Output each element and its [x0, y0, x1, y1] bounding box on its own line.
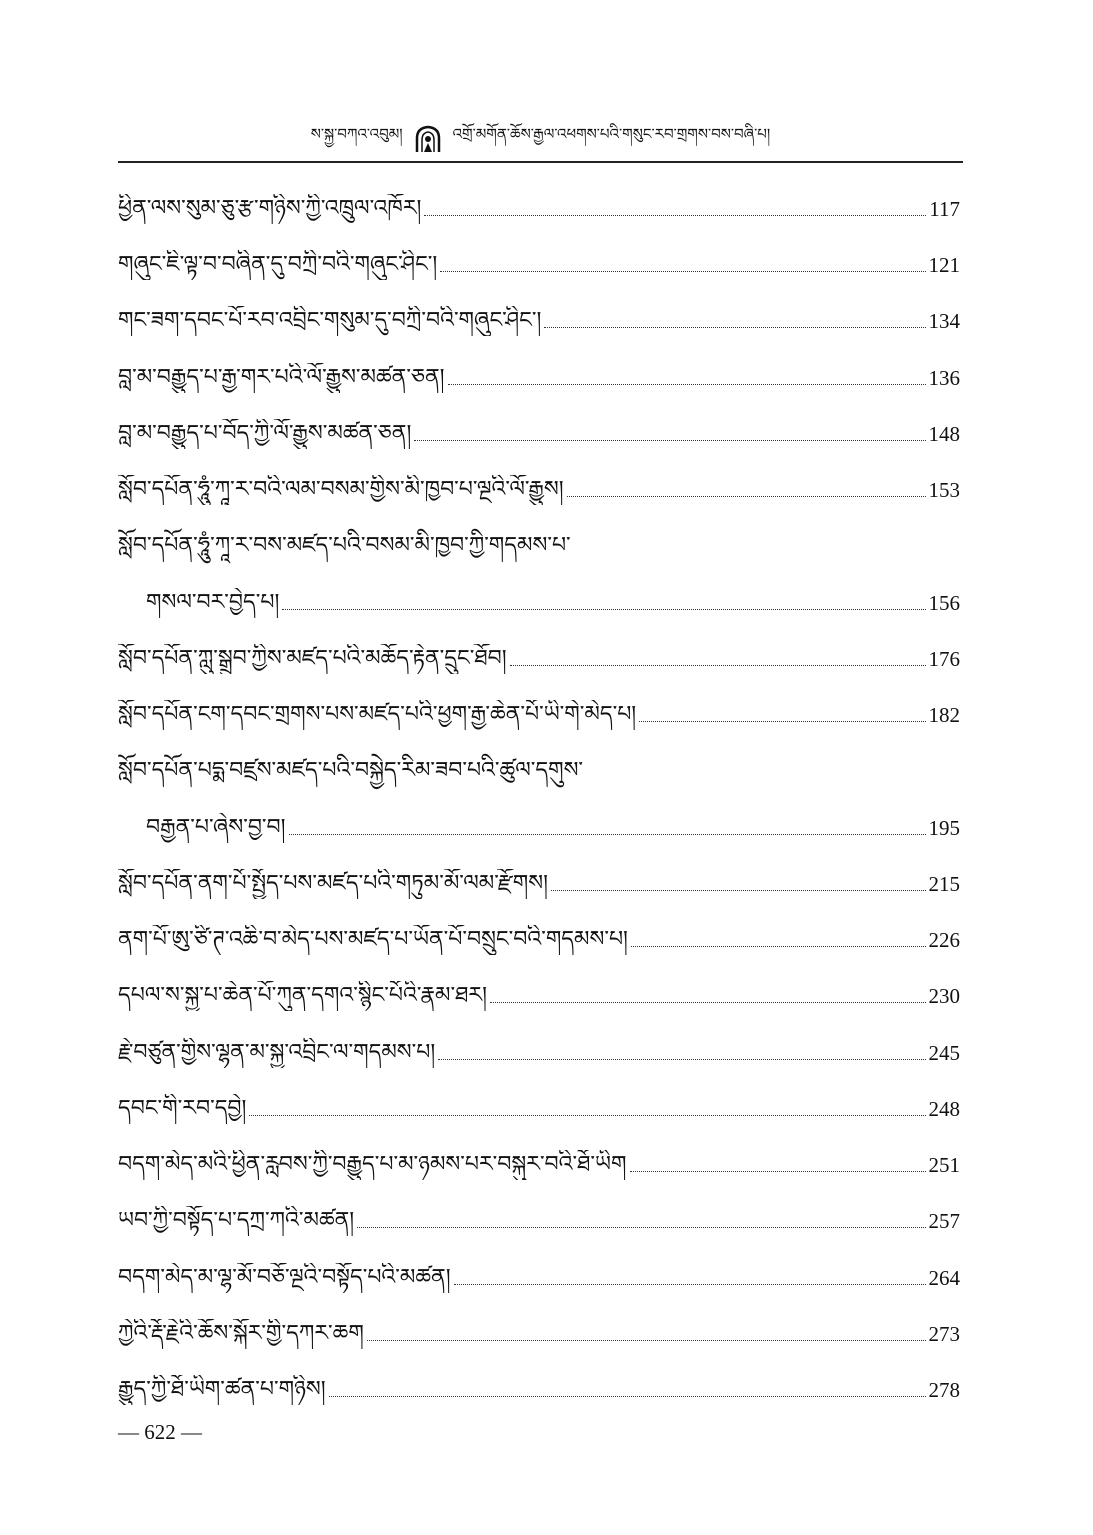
toc-entry-title: བླ་མ་བརྒྱུད་པ་རྒྱ་གར་པའི་ལོ་རྒྱུས་མཚན་ཅན།: [118, 365, 445, 390]
header-collection-title: ས་སྐྱ་བཀའ་འབུམ།: [310, 125, 403, 143]
toc-entry-title: བདག་མེད་མའི་ཕྱིན་རླབས་ཀྱི་བརྒྱུད་པ་མ་ཉམས་པར་བསྐུར་བའི་ཐོ་ཡིག: [118, 1152, 627, 1177]
dot-leader: [639, 721, 925, 722]
header-rule: [118, 161, 963, 163]
toc-entry-page: 156: [928, 591, 960, 615]
toc-entry-page: 176: [928, 647, 960, 671]
toc-entry[interactable]: [118, 176, 960, 224]
dot-leader: [357, 1227, 925, 1228]
dot-leader: [414, 440, 925, 441]
toc-entry-page: 148: [928, 422, 960, 446]
stupa-emblem-icon: [413, 124, 443, 154]
toc-entry-title: སློབ་དཔོན་ཧཱུཾ་ཀཱ་ར་བའི་ལམ་བསམ་གྱིས་མི་ཁྱབ་པ་ལྔའི་ལོ་རྒྱུས།: [118, 477, 564, 502]
toc-entry-first-line[interactable]: [118, 513, 960, 561]
dot-leader: [289, 834, 926, 835]
toc-entry[interactable]: [118, 1301, 960, 1349]
dot-leader: [551, 890, 926, 891]
dot-leader: [440, 271, 925, 272]
toc-entry-page: 226: [928, 928, 960, 952]
toc-entry[interactable]: [118, 1245, 960, 1293]
toc-entry-title: སློབ་དཔོན་ཧཱུཾ་ཀཱ་ར་བས་མཛད་པའི་བསམ་མི་ཁྱབ་ཀྱི་གདམས་པ་: [118, 533, 571, 558]
dot-leader: [490, 1002, 926, 1003]
toc-entry-title: ཡབ་ཀྱི་བསྟོད་པ་དཀྲ་ཀའི་མཚན།: [118, 1208, 355, 1233]
toc-entry-title: གང་ཟག་དབང་པོ་རབ་འབྲིང་གསུམ་དུ་བཀྲི་བའི་གཞུང་ཤིང་།: [118, 308, 542, 333]
toc-entry-title: སློབ་དཔོན་ཀླུ་སྒྲུབ་ཀྱིས་མཛད་པའི་མཆོད་རྟེན་དྲུང་ཐོབ།: [118, 646, 507, 671]
toc-entry-page: 251: [928, 1153, 960, 1177]
toc-entry-page: 153: [928, 478, 960, 502]
toc-entry-continuation[interactable]: [146, 795, 960, 843]
running-header: [118, 118, 963, 160]
dot-leader: [367, 1340, 926, 1341]
toc-entry-title-continued: བརྒྱན་པ་ཞེས་བྱ་བ།: [146, 815, 286, 840]
toc-entry-page: 136: [928, 366, 960, 390]
toc-entry-title: རྒྱུད་ཀྱི་ཐོ་ཡིག་ཚན་པ་གཉིས།: [118, 1377, 326, 1402]
header-volume-title: འགྲོ་མགོན་ཆོས་རྒྱལ་འཕགས་པའི་གསུང་རབ་གྲགས་བས་བཞི་པ།: [452, 125, 771, 143]
toc-entry-page: 273: [928, 1322, 960, 1346]
toc-entry-page: 264: [928, 1266, 960, 1290]
toc-entry-page: 257: [928, 1209, 960, 1233]
toc-entry-title: དབང་གི་རབ་དབྱེ།: [118, 1096, 247, 1121]
toc-entry[interactable]: [118, 401, 960, 449]
toc-entry[interactable]: [118, 288, 960, 336]
toc-entry-page: 278: [928, 1378, 960, 1402]
toc-entry-title: བླ་མ་བརྒྱུད་པ་བོད་ཀྱི་ལོ་རྒྱུས་མཚན་ཅན།: [118, 421, 412, 446]
toc-entry[interactable]: [118, 345, 960, 393]
toc-entry[interactable]: [118, 626, 960, 674]
toc-entry-page: 182: [928, 703, 960, 727]
toc-entry-title: སློབ་དཔོན་པདྨ་བཛྲས་མཛད་པའི་བསྐྱེད་རིམ་ཟབ་པའི་ཚུལ་དགུས་: [118, 758, 584, 783]
page-number: — 622 —: [118, 1420, 202, 1444]
toc-entry-title: གཞུང་ཇི་ལྟ་བ་བཞིན་དུ་བཀྲི་བའི་གཞུང་ཤིང་།: [118, 252, 438, 277]
toc-entry-page: 121: [928, 253, 960, 277]
toc-entry[interactable]: [118, 457, 960, 505]
toc-entry-page: 230: [928, 984, 960, 1008]
toc-entry-title: ཕྱིན་ལས་སུམ་ཅུ་རྩ་གཉིས་ཀྱི་འཁྲུལ་འཁོར།: [118, 196, 422, 221]
dot-leader: [438, 1059, 925, 1060]
toc-entry-page: 134: [928, 309, 960, 333]
toc-entry-title: ནག་པོ་ཨུ་ཙི་ཊ་འཆི་བ་མེད་པས་མཛད་པ་ཡོན་པོ་བསྲུང་བའི་གདམས་པ།: [118, 927, 628, 952]
toc-entry-continuation[interactable]: [146, 570, 960, 618]
toc-entry[interactable]: [118, 682, 960, 730]
toc-entry-page: 248: [928, 1097, 960, 1121]
toc-entry-title: རྗེ་བཙུན་གྱིས་ལྷན་མ་སྐྱ་འབྲིང་ལ་གདམས་པ།: [118, 1040, 436, 1065]
toc-entry-title-continued: གསལ་བར་བྱེད་པ།: [146, 590, 280, 615]
toc-entry-title: བདག་མེད་མ་ལྷ་མོ་བཅོ་ལྔའི་བསྟོད་པའི་མཚན།: [118, 1265, 451, 1290]
dot-leader: [510, 665, 926, 666]
toc-entry-page: 215: [928, 872, 960, 896]
toc-entry[interactable]: [118, 851, 960, 899]
toc-entry[interactable]: [118, 1020, 960, 1068]
toc-entry[interactable]: [118, 1188, 960, 1236]
toc-entry-title: དཔལ་ས་སྐྱ་པ་ཆེན་པོ་ཀུན་དགའ་སྙིང་པོའི་རྣམ་ཐར།: [118, 983, 487, 1008]
toc-entry-first-line[interactable]: [118, 738, 960, 786]
dot-leader: [544, 327, 925, 328]
dot-leader: [329, 1396, 926, 1397]
toc-entry[interactable]: [118, 963, 960, 1011]
toc-entry[interactable]: [118, 1076, 960, 1124]
toc-entry-title: སློབ་དཔོན་ནག་པོ་སྤྱོད་པས་མཛད་པའི་གཏུམ་མོ་ལམ་རྫོགས།: [118, 871, 548, 896]
toc-entry[interactable]: [118, 907, 960, 955]
dot-leader: [249, 1115, 925, 1116]
dot-leader: [282, 609, 925, 610]
dot-leader: [454, 1284, 926, 1285]
dot-leader: [631, 946, 926, 947]
dot-leader: [567, 496, 926, 497]
toc-entry-page: 117: [929, 197, 960, 221]
toc-entry-title: སློབ་དཔོན་ངག་དབང་གྲགས་པས་མཛད་པའི་ཕྱག་རྒྱ་ཆེན་པོ་ཡི་གེ་མེད་པ།: [118, 702, 637, 727]
dot-leader: [424, 215, 926, 216]
dot-leader: [448, 384, 926, 385]
toc-entry[interactable]: [118, 1357, 960, 1405]
toc-entry-title: ཀྱེའི་རྡོ་རྗེའི་ཆོས་སྐོར་གྱི་དཀར་ཆག: [118, 1321, 364, 1346]
toc-entry-page: 195: [928, 816, 960, 840]
toc-entry-page: 245: [928, 1041, 960, 1065]
toc-entry[interactable]: [118, 1132, 960, 1180]
toc-entry[interactable]: [118, 232, 960, 280]
dot-leader: [630, 1171, 926, 1172]
